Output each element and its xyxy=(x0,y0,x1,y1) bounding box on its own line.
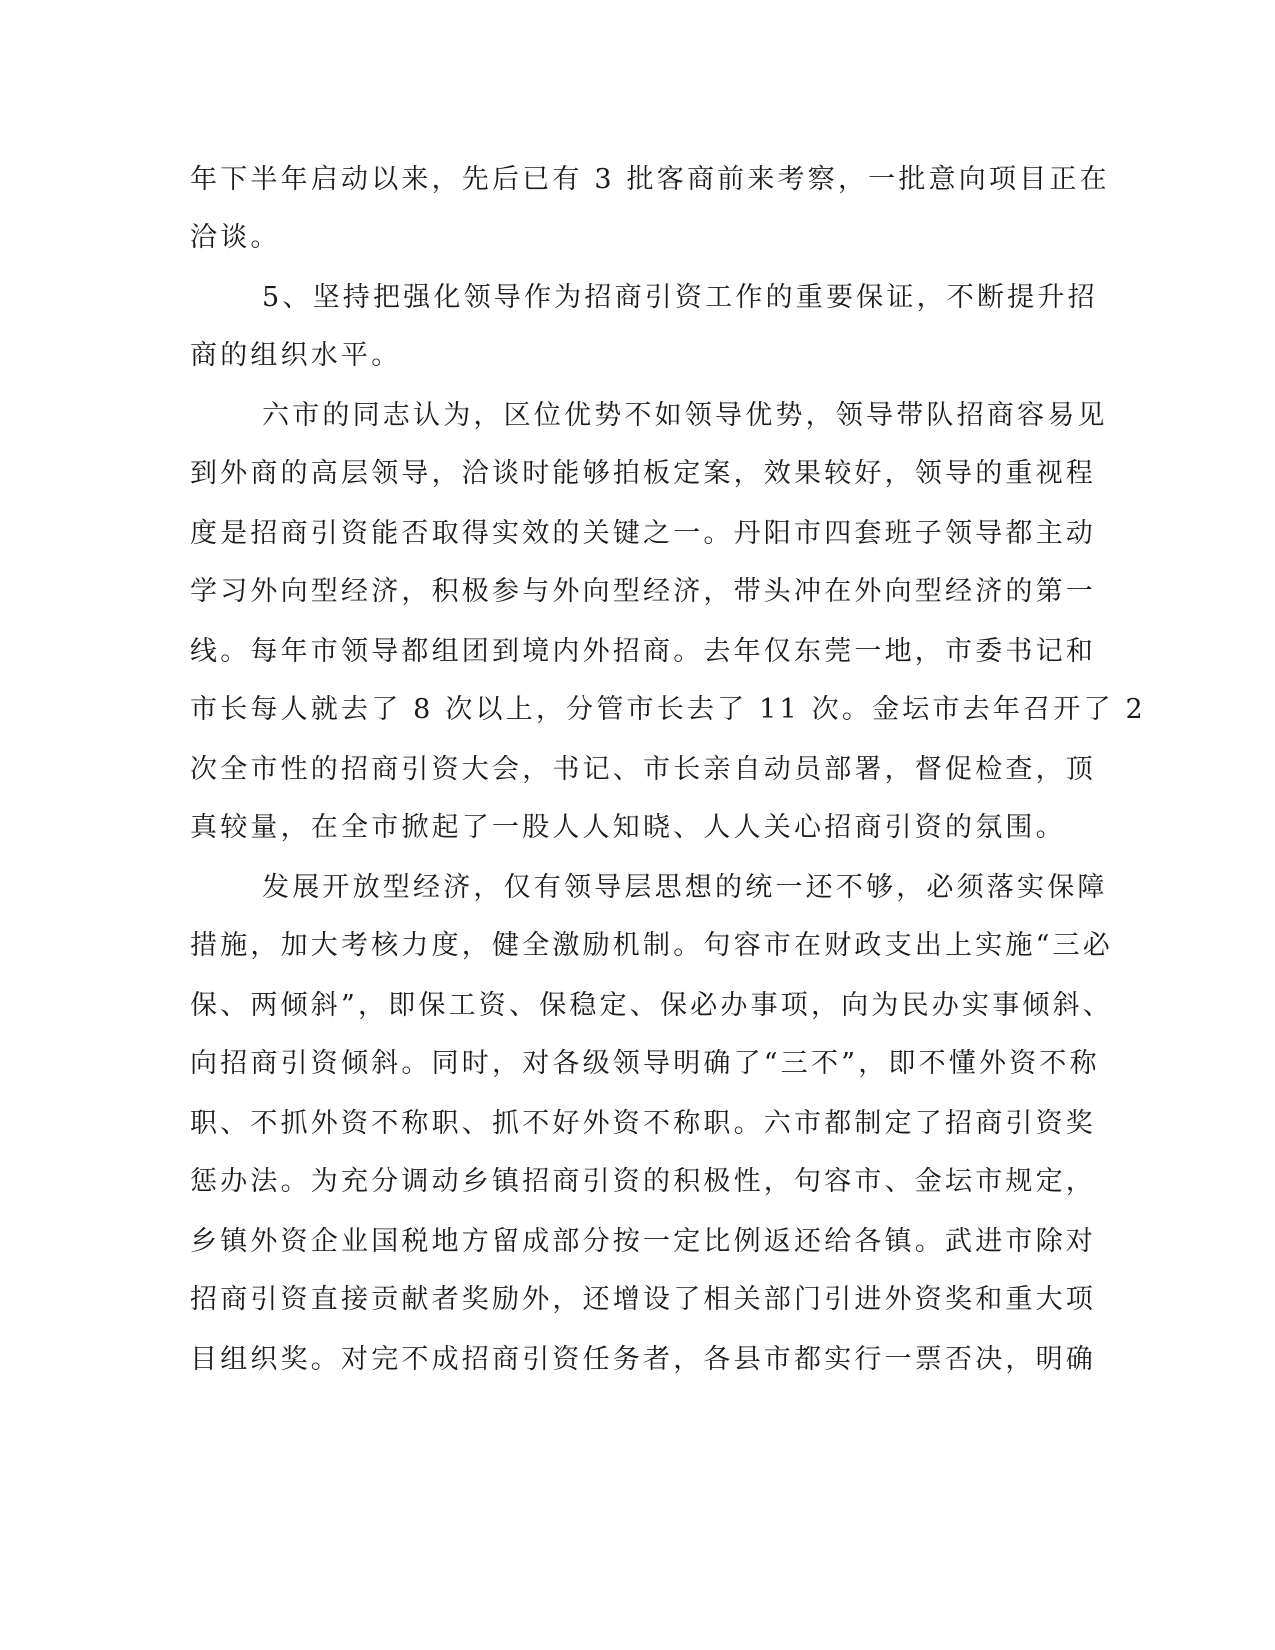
text-line-7: 度是招商引资能否取得实效的关键之一。丹阳市四套班子领导都主动 xyxy=(190,518,1096,549)
text-line-18: 惩办法。为充分调动乡镇招商引资的积极性，句容市、金坛市规定， xyxy=(190,1166,1096,1197)
text-line-5: 六市的同志认为，区位优势不如领导优势，领导带队招商容易见 xyxy=(262,400,1108,431)
text-line-8: 学习外向型经济，积极参与外向型经济，带头冲在外向型经济的第一 xyxy=(190,576,1096,607)
text-line-13: 发展开放型经济，仅有领导层思想的统一还不够，必须落实保障 xyxy=(262,872,1108,903)
text-line-10: 市长每人就去了 8 次以上，分管市长去了 11 次。金坛市去年召开了 2 xyxy=(190,694,1146,725)
text-line-12: 真较量，在全市掀起了一股人人知晓、人人关心招商引资的氛围。 xyxy=(190,812,1066,843)
text-line-19: 乡镇外资企业国税地方留成部分按一定比例返还给各镇。武进市除对 xyxy=(190,1226,1096,1257)
text-line-14: 措施，加大考核力度，健全激励机制。句容市在财政支出上实施“三必 xyxy=(190,930,1114,961)
text-line-20: 招商引资直接贡献者奖励外，还增设了相关部门引进外资奖和重大项 xyxy=(190,1284,1096,1315)
text-line-2: 洽谈。 xyxy=(190,222,281,253)
text-line-3: 5、坚持把强化领导作为招商引资工作的重要保证，不断提升招 xyxy=(262,282,1098,313)
text-line-1: 年下半年启动以来，先后已有 3 批客商前来考察，一批意向项目正在 xyxy=(190,164,1110,195)
text-line-15: 保、两倾斜”，即保工资、保稳定、保必办事项，向为民办实事倾斜、 xyxy=(190,990,1114,1021)
text-line-6: 到外商的高层领导，洽谈时能够拍板定案，效果较好，领导的重视程 xyxy=(190,458,1096,489)
text-line-9: 线。每年市领导都组团到境内外招商。去年仅东莞一地，市委书记和 xyxy=(190,636,1096,667)
text-line-16: 向招商引资倾斜。同时，对各级领导明确了“三不”，即不懂外资不称 xyxy=(190,1048,1100,1079)
text-line-11: 次全市性的招商引资大会，书记、市长亲自动员部署，督促检查，顶 xyxy=(190,754,1096,785)
text-line-17: 职、不抓外资不称职、抓不好外资不称职。六市都制定了招商引资奖 xyxy=(190,1108,1096,1139)
text-line-21: 目组织奖。对完不成招商引资任务者，各县市都实行一票否决，明确 xyxy=(190,1344,1096,1375)
text-line-4: 商的组织水平。 xyxy=(190,340,402,371)
